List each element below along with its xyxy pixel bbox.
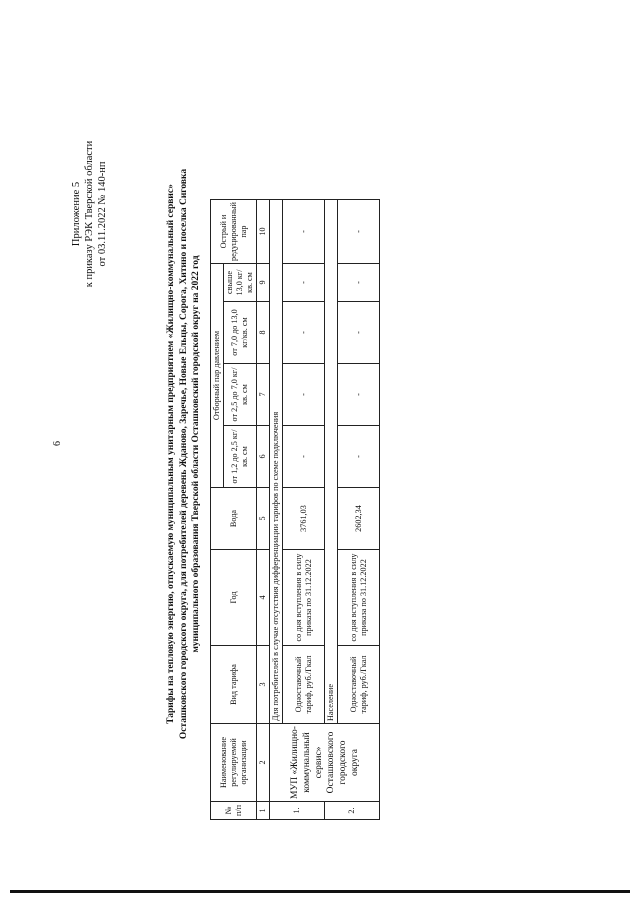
header-num: № п/п xyxy=(211,802,257,820)
sharp-steam-value: - xyxy=(283,200,325,264)
title-line3: муниципального образования Тверской области Осташковский городской округ на 2022 год xyxy=(191,255,201,653)
row-num: 2. xyxy=(325,802,380,820)
steam-3-value: - xyxy=(283,302,325,364)
col-number: 10 xyxy=(257,200,270,264)
header-year: Год xyxy=(211,550,257,646)
tariff-table xyxy=(210,199,380,820)
steam-4-value: - xyxy=(338,264,380,302)
header-steam-2: от 2,5 до 7,0 кг/кв. см xyxy=(224,364,257,426)
col-number: 3 xyxy=(257,646,270,724)
steam-3-value: - xyxy=(338,302,380,364)
col-number: 7 xyxy=(257,364,270,426)
header-org: Наименование регулируемой организации xyxy=(211,724,257,802)
col-number: 2 xyxy=(257,724,270,802)
header-steam-4: свыше 13,0 кг/кв. см xyxy=(224,264,257,302)
section-label: Для потребителей в случае отсутствия дифференциации тарифов по схеме подключения xyxy=(270,200,283,724)
steam-1-value: - xyxy=(283,426,325,488)
org-name-cell xyxy=(270,724,380,802)
steam-2-value: - xyxy=(338,364,380,426)
year-cell: со дня вступления в силу приказа по 31.12.2022 xyxy=(283,550,325,646)
steam-4-value: - xyxy=(283,264,325,302)
header-water: Вода xyxy=(211,488,257,550)
title-line2: Осташковского городского округа, для потребителей деревень Жданово, Заречье, Новые Ельцы, Сорога, Хитино и поселка Сиговка xyxy=(178,168,189,740)
sharp-steam-value: - xyxy=(338,200,380,264)
title-line1: Тарифы на тепловую энергию, отпускаемую муниципальным унитарным предприятием «Жилищно-коммунальный сервис» xyxy=(166,184,176,724)
steam-2-value: - xyxy=(283,364,325,426)
appendix-block xyxy=(70,84,109,344)
col-number: 5 xyxy=(257,488,270,550)
table-row xyxy=(270,200,283,820)
appendix-line2: к приказу РЭК Тверской области xyxy=(84,140,95,288)
page-number: 6 xyxy=(52,441,63,446)
header-steam-group: Отборный пар давлением xyxy=(211,264,224,488)
document-title xyxy=(165,79,203,829)
appendix-line3: от 03.11.2022 № 140-нп xyxy=(97,161,108,267)
section-label: Население xyxy=(325,200,338,724)
org-name-line2: Осташковского городского округа xyxy=(325,731,360,794)
bottom-rule-divider xyxy=(10,890,630,893)
row-num: 1. xyxy=(270,802,325,820)
header-tariff-type: Вид тарифа xyxy=(211,646,257,724)
year-cell: со дня вступления в силу приказа по 31.12.2022 xyxy=(338,550,380,646)
steam-1-value: - xyxy=(338,426,380,488)
col-number: 1 xyxy=(257,802,270,820)
header-row-1 xyxy=(211,200,224,820)
org-name-line1: МУП «Жилищно-коммунальный сервис» xyxy=(289,726,324,799)
column-numbers-row xyxy=(257,200,270,820)
water-value: 3761,03 xyxy=(283,488,325,550)
col-number: 8 xyxy=(257,302,270,364)
water-value: 2602,34 xyxy=(338,488,380,550)
header-steam-1: от 1,2 до 2,5 кг/кв. см xyxy=(224,426,257,488)
header-steam-3: от 7,0 до 13,0 кг/кв. см xyxy=(224,302,257,364)
col-number: 9 xyxy=(257,264,270,302)
col-number: 6 xyxy=(257,426,270,488)
tariff-type-cell: Одноставочный тариф, руб./Гкал xyxy=(338,646,380,724)
tariff-type-cell: Одноставочный тариф, руб./Гкал xyxy=(283,646,325,724)
appendix-line1: Приложение 5 xyxy=(71,181,82,247)
col-number: 4 xyxy=(257,550,270,646)
header-sharp-steam: Острый и редуцированный пар xyxy=(211,200,257,264)
